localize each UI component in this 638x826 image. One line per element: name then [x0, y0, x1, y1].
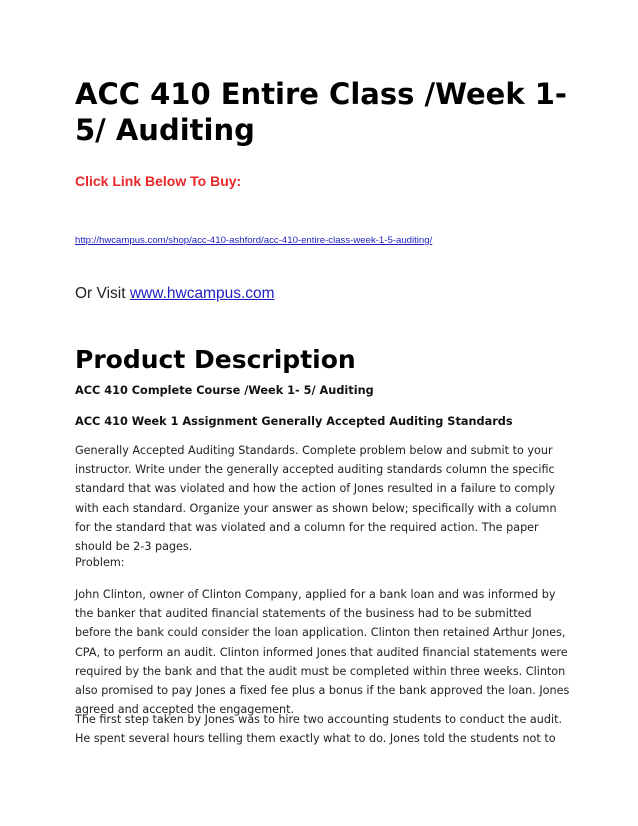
visit-prefix: Or Visit [75, 285, 130, 302]
problem-label: Problem: [75, 556, 125, 569]
visit-line [75, 285, 275, 303]
paragraph-problem: John Clinton, owner of Clinton Company, applied for a bank loan and was informed by the banker that audited financial statements of the business had to be submitted before the bank could consider the loan application. Clinton then retained Arthur Jones, CPA, to perform an audit. Clinton informed Jones that audited financial statements were required by the bank and that the audit must be completed within three weeks. Clinton also promised to pay Jones a fixed fee plus a bonus if the bank approved the loan. Jones agreed and accepted the engagement. [75, 588, 570, 717]
buy-url-link[interactable]: http://hwcampus.com/shop/acc-410-ashford/acc-410-entire-class-week-1-5-auditing/ [75, 235, 433, 246]
paragraph-assignment: Generally Accepted Auditing Standards. Complete problem below and submit to your instructor. Write under the generally accepted auditing standards column the specific standard that was violated and how the action of Jones resulted in a failure to comply with each standard. Organize your answer as shown below; specifically with a column for the standard that was violated and a column for the required action. The paper should be 2-3 pages. [75, 444, 557, 554]
document-title: ACC 410 Entire Class /Week 1- 5/ Auditing [75, 77, 567, 147]
section-title: Product Description [75, 345, 356, 374]
buy-label: Click Link Below To Buy: [75, 173, 242, 189]
paragraph-first-step: The first step taken by Jones was to hire two accounting students to conduct the audit. He spent several hours telling them exactly what to do. Jones told the students not to [75, 713, 563, 746]
course-line: ACC 410 Complete Course /Week 1- 5/ Auditing [75, 384, 374, 397]
visit-website-link[interactable]: www.hwcampus.com [129, 285, 275, 302]
week1-heading: ACC 410 Week 1 Assignment Generally Accepted Auditing Standards [75, 415, 513, 428]
